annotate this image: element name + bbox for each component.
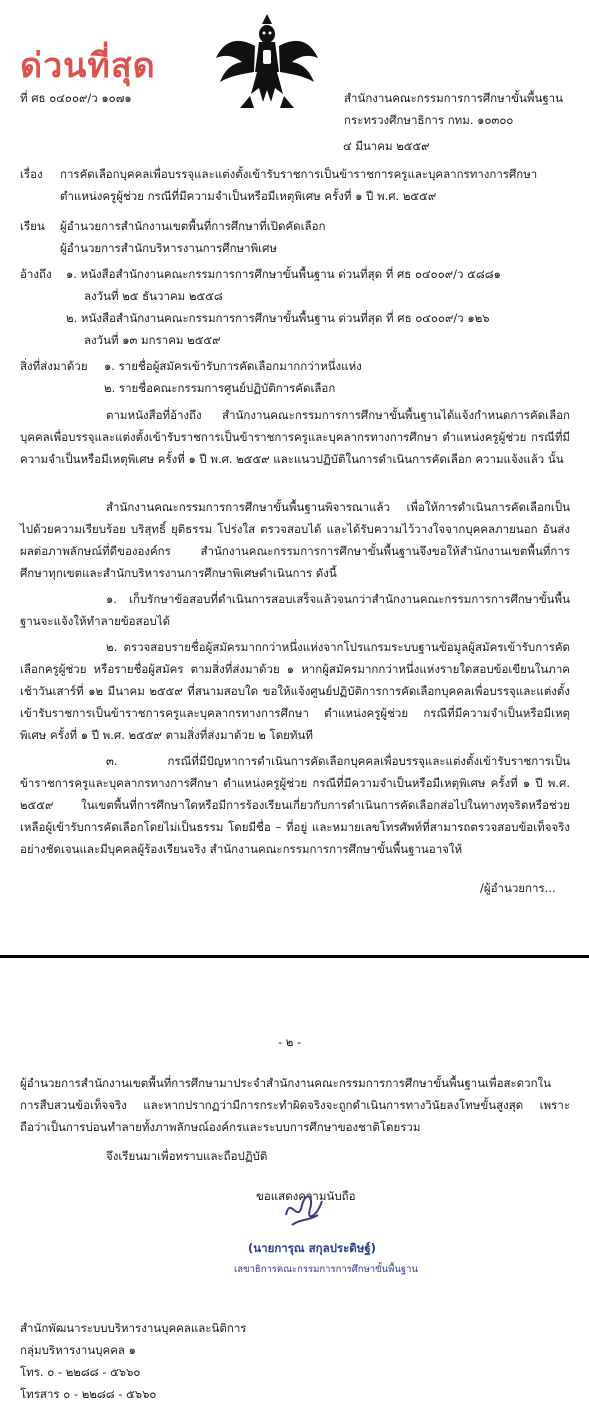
agency-address: กระทรวงศึกษาธิการ กทม. ๑๐๓๐๐ <box>344 113 514 127</box>
references-label: อ้างถึง <box>20 267 52 281</box>
recipient-label: เรียน <box>20 219 45 233</box>
enclosures-label: สิ่งที่ส่งมาด้วย <box>20 359 88 373</box>
subject-line-2: ตำแหน่งครูผู้ช่วย กรณีที่มีความจำเป็นหรือมีเหตุพิเศษ ครั้งที่ ๑ ปี พ.ศ. ๒๕๕๙ <box>60 189 437 203</box>
footer-fax: โทรสาร ๐ - ๒๒๘๘ - ๕๖๖๐ <box>20 1387 157 1401</box>
subject-line-1: การคัดเลือกบุคคลเพื่อบรรจุและแต่งตั้งเข้ารับราชการเป็นข้าราชการครูและบุคลากรทางการศึกษา <box>60 167 538 181</box>
recipient-line-2: ผู้อำนวยการสำนักบริหารงานการศึกษาพิเศษ <box>60 241 277 255</box>
body-item-3: ๓. กรณีที่มีปัญหาการดำเนินการคัดเลือกบุคคลเพื่อบรรจุและแต่งตั้งเข้ารับราชการเป็นข้าราชการครูและบุคลากรทางการศึกษา ตำแหน่งครูผู้ช่วย กรณีที่มีความจำเป็นหรือมีเหตุพิเศษ ครั้งที่ ๑ ปี พ.ศ. ๒๕๕๙ ในเขตพื้นที่การศึกษาใดหรือมีการร้องเรียนเกี่ยวกับการดำเนินการคัดเลือกส่อไปในทางทุจริตหรือช่วยเหลือผู้เข้ารับการคัดเลือกโดยไม่เป็นธรรม โดยมีชื่อ – ที่อยู่ และหมายเลขโทรศัพท์ที่สามารถตรวจสอบข้อเท็จจริงอย่างชัดเจนและมีบุคคลผู้ร้องเรียนจริง สำนักงานคณะกรรมการการศึกษาขั้นพื้นฐานอาจให้ <box>20 754 570 856</box>
footer-telephone: โทร. ๐ - ๒๒๘๘ - ๕๖๖๐ <box>20 1365 141 1379</box>
page-number: - ๒ - <box>278 1035 302 1049</box>
subject-label: เรื่อง <box>20 167 43 181</box>
document-date: ๔ มีนาคม ๒๕๕๙ <box>343 139 430 153</box>
page-separator <box>0 955 589 958</box>
document-number: ที่ ศธ ๐๔๐๐๙/ว ๑๐๗๑ <box>20 91 132 105</box>
agency-name: สำนักงานคณะกรรมการการศึกษาขั้นพื้นฐาน <box>344 91 563 105</box>
body-item-2: ๒. ตรวจสอบรายชื่อผู้สมัครมากกว่าหนึ่งแห่งจากโปรแกรมระบบฐานข้อมูลผู้สมัครเข้ารับการคัดเลือกครูผู้ช่วย หรือรายชื่อผู้สมัคร ตามสิ่งที่ส่งมาด้วย ๑ หากผู้สมัครมากกว่าหนึ่งแห่งรายใดสอบข้อเขียนในภาคเช้าวันเสาร์ที่ ๑๒ มีนาคม ๒๕๕๙ ที่สนามสอบใด ขอให้แจ้งศูนย์ปฏิบัติการการคัดเลือกบุคคลเพื่อบรรจุและแต่งตั้งเข้ารับราชการเป็นข้าราชการครูและบุคลากรทางการศึกษา ตำแหน่งครูผู้ช่วย กรณีที่มีความจำเป็นหรือมีเหตุพิเศษ ครั้งที่ ๑ ปี พ.ศ. ๒๕๕๙ ตามสิ่งที่ส่งมาด้วย ๒ โดยทันที <box>20 640 570 742</box>
enclosure-1: ๑. รายชื่อผู้สมัครเข้ารับการคัดเลือกมากกว่าหนึ่งแห่ง <box>104 359 362 373</box>
continuation-note: /ผู้อำนวยการ... <box>480 881 556 895</box>
reference-1-date: ลงวันที่ ๒๕ ธันวาคม ๒๕๕๘ <box>84 289 223 303</box>
recipient-line-1: ผู้อำนวยการสำนักงานเขตพื้นที่การศึกษาที่เปิดคัดเลือก <box>60 219 326 233</box>
signer-title: เลขาธิการคณะกรรมการการศึกษาขั้นพื้นฐาน <box>234 1264 418 1275</box>
reference-2: ๒. หนังสือสำนักงานคณะกรรมการการศึกษาขั้นพื้นฐาน ด่วนที่สุด ที่ ศธ ๐๔๐๐๙/ว ๑๒๖ <box>66 311 490 325</box>
urgent-stamp: ด่วนที่สุด <box>20 46 156 86</box>
reference-2-date: ลงวันที่ ๑๓ มกราคม ๒๕๕๙ <box>84 333 221 347</box>
reference-1: ๑. หนังสือสำนักงานคณะกรรมการการศึกษาขั้นพื้นฐาน ด่วนที่สุด ที่ ศธ ๐๔๐๐๙/ว ๕๘๘๑ <box>66 267 501 281</box>
body-item-1: ๑. เก็บรักษาข้อสอบที่ดำเนินการสอบเสร็จแล้วจนกว่าสำนักงานคณะกรรมการการศึกษาขั้นพื้นฐานจะแจ้งให้ทำลายข้อสอบได้ <box>20 592 570 628</box>
footer-group: กลุ่มบริหารงานบุคคล ๑ <box>20 1343 136 1357</box>
footer-office: สำนักพัฒนาระบบบริหารงานบุคคลและนิติการ <box>20 1321 247 1335</box>
signer-name: (นายการุณ สกุลประดิษฐ์) <box>248 1241 376 1255</box>
body-paragraph-6: ผู้อำนวยการสำนักงานเขตพื้นที่การศึกษามาประจำสำนักงานคณะกรรมการการศึกษาขั้นพื้นฐานเพื่อสะดวกในการสืบสวนข้อเท็จจริง และหากปรากฏว่ามีการกระทำผิดจริงจะถูกดำเนินการทางวินัยลงโทษขั้นสูงสุด เพราะถือว่าเป็นการบ่อนทำลายทั้งภาพลักษณ์องค์กรและระบบการศึกษาของชาติโดยรวม <box>20 1076 570 1134</box>
body-paragraph-2: สำนักงานคณะกรรมการการศึกษาขั้นพื้นฐานพิจารณาแล้ว เพื่อให้การดำเนินการคัดเลือกเป็นไปด้วยความเรียบร้อย บริสุทธิ์ ยุติธรรม โปร่งใส ตรวจสอบได้ และได้รับความไว้วางใจจากบุคคลภายนอก อันส่งผลต่อภาพลักษณ์ที่ดีขององค์กร สำนักงานคณะกรรมการการศึกษาขั้นพื้นฐานจึงขอให้สำนักงานเขตพื้นที่การศึกษาทุกเขตและสำนักบริหารงานการศึกษาพิเศษดำเนินการ ดังนี้ <box>20 500 570 580</box>
signature-mark <box>278 1185 328 1233</box>
body-paragraph-1: ตามหนังสือที่อ้างถึง สำนักงานคณะกรรมการการศึกษาขั้นพื้นฐานได้แจ้งกำหนดการคัดเลือกบุคคลเพื่อบรรจุและแต่งตั้งเข้ารับราชการเป็นข้าราชการครูและบุคลากรทางการศึกษา ตำแหน่งครูผู้ช่วย กรณีที่มีความจำเป็นหรือมีเหตุพิเศษ ครั้งที่ ๑ ปี พ.ศ. ๒๕๕๙ และแนวปฏิบัติในการดำเนินการคัดเลือก ความแจ้งแล้ว นั้น <box>20 408 570 466</box>
closing-request: จึงเรียนมาเพื่อทราบและถือปฏิบัติ <box>106 1149 268 1163</box>
enclosure-2: ๒. รายชื่อคณะกรรมการศูนย์ปฏิบัติการคัดเลือก <box>104 381 336 395</box>
garuda-emblem-icon <box>212 6 322 116</box>
regards: ขอแสดงความนับถือ <box>256 1189 356 1203</box>
